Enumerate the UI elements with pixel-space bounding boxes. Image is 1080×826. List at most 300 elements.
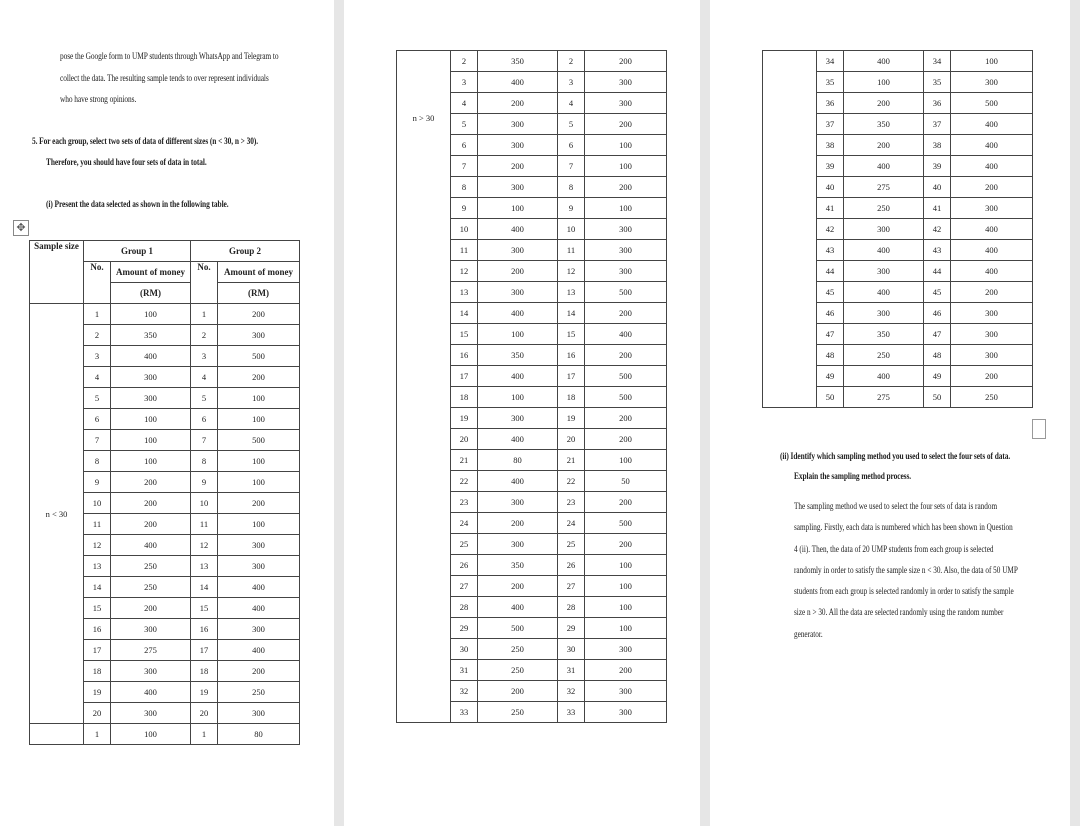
cell-amount-1: 275 (844, 177, 924, 198)
cell-no-1: 15 (451, 324, 478, 345)
cell-amount-2: 400 (218, 640, 300, 661)
cell-no-1: 19 (451, 408, 478, 429)
cell-amount-2: 100 (585, 576, 667, 597)
document-page-1 (0, 0, 334, 826)
cell-no-1: 34 (817, 51, 844, 72)
cell-no-2: 22 (558, 471, 585, 492)
intro-line-1: pose the Google form to UMP students through WhatsApp and Telegram to (60, 52, 279, 62)
cell-amount-1: 275 (111, 640, 191, 661)
header-amount-2: Amount of money (218, 262, 300, 283)
cell-amount-1: 300 (478, 240, 558, 261)
cell-no-2: 10 (191, 493, 218, 514)
sub-question-i: (i) Present the data selected as shown in the following table. (46, 200, 229, 210)
cell-no-1: 18 (451, 387, 478, 408)
cell-no-1: 28 (451, 597, 478, 618)
cell-amount-1: 100 (478, 387, 558, 408)
cell-amount-2: 80 (218, 724, 300, 745)
cell-amount-2: 200 (218, 367, 300, 388)
cell-amount-1: 400 (844, 51, 924, 72)
cell-amount-2: 50 (585, 471, 667, 492)
table-row (30, 724, 300, 745)
cell-amount-1: 200 (478, 576, 558, 597)
cell-no-1: 8 (84, 451, 111, 472)
cell-no-1: 12 (84, 535, 111, 556)
cell-no-1: 46 (817, 303, 844, 324)
data-table-group-large-part-2 (762, 50, 1033, 408)
cell-amount-2: 100 (218, 409, 300, 430)
cell-no-1: 44 (817, 261, 844, 282)
cell-amount-1: 300 (111, 388, 191, 409)
cell-amount-1: 350 (844, 324, 924, 345)
cell-no-1: 36 (817, 93, 844, 114)
cell-no-1: 12 (451, 261, 478, 282)
cell-no-2: 37 (924, 114, 951, 135)
cell-no-2: 16 (558, 345, 585, 366)
cell-amount-2: 200 (951, 366, 1033, 387)
cell-no-2: 11 (191, 514, 218, 535)
cell-no-1: 11 (84, 514, 111, 535)
answer-line: randomly in order to satisfy the sample size n < 30. Also, the data of 50 UMP (794, 565, 1018, 576)
cell-no-1: 35 (817, 72, 844, 93)
cell-amount-2: 100 (951, 51, 1033, 72)
cell-amount-1: 250 (478, 660, 558, 681)
cell-amount-2: 300 (585, 240, 667, 261)
cell-amount-1: 400 (478, 471, 558, 492)
cell-amount-2: 400 (951, 219, 1033, 240)
cell-no-2: 2 (191, 325, 218, 346)
cell-no-1: 4 (451, 93, 478, 114)
answer-line: generator. (794, 629, 823, 640)
table-row (763, 51, 1033, 72)
cell-no-1: 23 (451, 492, 478, 513)
cell-amount-1: 200 (844, 93, 924, 114)
cell-no-1: 38 (817, 135, 844, 156)
cell-amount-2: 200 (585, 177, 667, 198)
cell-no-2: 6 (558, 135, 585, 156)
cell-no-2: 46 (924, 303, 951, 324)
cell-amount-2: 200 (951, 282, 1033, 303)
cell-no-1: 40 (817, 177, 844, 198)
cell-no-2: 17 (558, 366, 585, 387)
cell-amount-1: 300 (111, 367, 191, 388)
cell-no-2: 8 (558, 177, 585, 198)
cell-no-1: 25 (451, 534, 478, 555)
cell-amount-2: 250 (951, 387, 1033, 408)
cell-amount-1: 400 (478, 366, 558, 387)
answer-line: students from each group is selected randomly in order to satisfy the sample (794, 587, 1014, 598)
cell-amount-2: 300 (585, 72, 667, 93)
cell-no-1: 33 (451, 702, 478, 723)
cell-no-2: 30 (558, 639, 585, 660)
cell-amount-2: 300 (951, 72, 1033, 93)
cell-no-2: 39 (924, 156, 951, 177)
cell-amount-2: 300 (951, 345, 1033, 366)
cell-no-1: 43 (817, 240, 844, 261)
cell-no-1: 19 (84, 682, 111, 703)
cell-no-1: 49 (817, 366, 844, 387)
cell-amount-2: 400 (951, 261, 1033, 282)
cell-amount-2: 100 (218, 514, 300, 535)
cell-no-2: 36 (924, 93, 951, 114)
cell-no-2: 18 (558, 387, 585, 408)
cell-no-1: 2 (451, 51, 478, 72)
cell-no-1: 3 (84, 346, 111, 367)
cell-no-1: 16 (451, 345, 478, 366)
cell-no-2: 41 (924, 198, 951, 219)
table-resize-handle[interactable] (1032, 419, 1046, 439)
cell-amount-1: 100 (111, 304, 191, 325)
cell-amount-2: 400 (951, 114, 1033, 135)
cell-amount-2: 100 (585, 135, 667, 156)
cell-amount-1: 200 (478, 93, 558, 114)
cell-no-2: 2 (558, 51, 585, 72)
cell-amount-1: 80 (478, 450, 558, 471)
cell-no-2: 38 (924, 135, 951, 156)
cell-amount-1: 250 (478, 639, 558, 660)
cell-no-1: 5 (451, 114, 478, 135)
cell-no-1: 4 (84, 367, 111, 388)
cell-amount-1: 300 (111, 619, 191, 640)
cell-amount-2: 300 (951, 303, 1033, 324)
cell-amount-2: 500 (951, 93, 1033, 114)
cell-no-1: 7 (451, 156, 478, 177)
cell-amount-2: 500 (585, 366, 667, 387)
cell-no-2: 42 (924, 219, 951, 240)
cell-no-1: 22 (451, 471, 478, 492)
intro-line-2: collect the data. The resulting sample tends to over represent individuals (60, 74, 269, 84)
cell-amount-1: 250 (844, 345, 924, 366)
cell-amount-1: 100 (111, 451, 191, 472)
cell-amount-2: 400 (951, 135, 1033, 156)
cell-amount-1: 500 (478, 618, 558, 639)
cell-no-2: 13 (558, 282, 585, 303)
cell-no-1: 39 (817, 156, 844, 177)
cell-amount-2: 200 (951, 177, 1033, 198)
cell-amount-1: 300 (111, 661, 191, 682)
cell-sample-size (30, 724, 84, 745)
cell-no-2: 3 (191, 346, 218, 367)
cell-amount-1: 300 (478, 534, 558, 555)
cell-no-2: 33 (558, 702, 585, 723)
header-unit-2: (RM) (218, 283, 300, 304)
cell-no-1: 16 (84, 619, 111, 640)
cell-amount-2: 200 (585, 408, 667, 429)
cell-no-2: 12 (558, 261, 585, 282)
data-table-group-small (29, 240, 300, 745)
cell-amount-1: 400 (844, 240, 924, 261)
cell-amount-1: 250 (111, 577, 191, 598)
cell-amount-1: 400 (478, 429, 558, 450)
cell-amount-2: 300 (951, 324, 1033, 345)
cell-amount-1: 200 (478, 513, 558, 534)
cell-no-2: 35 (924, 72, 951, 93)
cell-amount-1: 200 (478, 156, 558, 177)
section-label-continued (763, 51, 817, 408)
cell-amount-2: 300 (585, 261, 667, 282)
cell-no-2: 21 (558, 450, 585, 471)
header-no-1: No. (84, 262, 111, 304)
cell-amount-2: 500 (585, 513, 667, 534)
cell-amount-2: 300 (585, 681, 667, 702)
cell-amount-2: 400 (951, 156, 1033, 177)
cell-no-1: 41 (817, 198, 844, 219)
cell-no-1: 30 (451, 639, 478, 660)
answer-line: sampling. Firstly, each data is numbered which has been shown in Question (794, 523, 1013, 534)
cell-amount-1: 300 (844, 219, 924, 240)
cell-no-1: 21 (451, 450, 478, 471)
cell-no-2: 32 (558, 681, 585, 702)
cell-amount-1: 300 (111, 703, 191, 724)
cell-amount-2: 300 (218, 556, 300, 577)
cell-no-1: 10 (451, 219, 478, 240)
cell-no-2: 50 (924, 387, 951, 408)
cell-no-2: 1 (191, 304, 218, 325)
cell-no-1: 29 (451, 618, 478, 639)
cell-no-1: 45 (817, 282, 844, 303)
cell-amount-2: 500 (218, 430, 300, 451)
cell-no-1: 7 (84, 430, 111, 451)
cell-no-2: 5 (558, 114, 585, 135)
cell-amount-2: 200 (218, 661, 300, 682)
cell-amount-2: 400 (218, 577, 300, 598)
cell-amount-1: 300 (478, 282, 558, 303)
cell-amount-2: 200 (585, 429, 667, 450)
cell-no-2: 15 (558, 324, 585, 345)
cell-amount-2: 200 (585, 534, 667, 555)
cell-no-2: 4 (191, 367, 218, 388)
cell-no-2: 4 (558, 93, 585, 114)
cell-amount-1: 200 (111, 472, 191, 493)
cell-amount-1: 400 (478, 597, 558, 618)
cell-amount-2: 200 (585, 345, 667, 366)
cell-amount-1: 400 (111, 535, 191, 556)
cell-no-2: 14 (558, 303, 585, 324)
cell-no-2: 47 (924, 324, 951, 345)
cell-amount-1: 200 (844, 135, 924, 156)
cell-no-2: 9 (558, 198, 585, 219)
cell-amount-2: 100 (585, 618, 667, 639)
question-5-line-1: 5. For each group, select two sets of data of different sizes (n < 30, n > 30). (32, 137, 259, 147)
answer-paragraph (794, 497, 1018, 646)
cell-no-2: 14 (191, 577, 218, 598)
cell-amount-1: 100 (111, 409, 191, 430)
cell-amount-2: 200 (585, 492, 667, 513)
cell-amount-1: 350 (478, 555, 558, 576)
cell-no-2: 8 (191, 451, 218, 472)
cell-amount-2: 300 (218, 535, 300, 556)
cell-amount-1: 400 (844, 156, 924, 177)
cell-amount-1: 400 (478, 72, 558, 93)
cell-no-1: 6 (84, 409, 111, 430)
cell-amount-1: 100 (111, 724, 191, 745)
cell-no-1: 10 (84, 493, 111, 514)
cell-no-2: 19 (558, 408, 585, 429)
cell-no-2: 7 (558, 156, 585, 177)
header-group-1: Group 1 (84, 241, 191, 262)
cell-amount-2: 400 (218, 598, 300, 619)
header-no-2: No. (191, 262, 218, 304)
cell-no-2: 34 (924, 51, 951, 72)
cell-amount-1: 100 (844, 72, 924, 93)
cell-amount-1: 400 (844, 366, 924, 387)
cell-amount-1: 400 (478, 303, 558, 324)
cell-amount-2: 300 (585, 219, 667, 240)
section-label-large: n > 30 (397, 51, 451, 723)
cell-amount-1: 200 (478, 681, 558, 702)
cell-no-1: 3 (451, 72, 478, 93)
cell-no-1: 15 (84, 598, 111, 619)
cell-amount-2: 200 (218, 304, 300, 325)
cell-no-1: 32 (451, 681, 478, 702)
header-group-2: Group 2 (191, 241, 300, 262)
cell-no-2: 13 (191, 556, 218, 577)
cell-amount-1: 100 (478, 324, 558, 345)
question-5-line-2: Therefore, you should have four sets of data in total. (46, 158, 207, 168)
cell-amount-1: 250 (844, 198, 924, 219)
cell-amount-1: 400 (111, 346, 191, 367)
cell-amount-2: 100 (585, 597, 667, 618)
cell-no-1: 24 (451, 513, 478, 534)
cell-no-2: 28 (558, 597, 585, 618)
cell-amount-2: 100 (218, 451, 300, 472)
cell-no-2: 26 (558, 555, 585, 576)
cell-amount-1: 400 (844, 282, 924, 303)
cell-no-1: 20 (84, 703, 111, 724)
cell-no-2: 12 (191, 535, 218, 556)
cell-amount-2: 300 (218, 619, 300, 640)
section-label-small: n < 30 (30, 304, 84, 724)
cell-no-2: 10 (558, 219, 585, 240)
cell-amount-2: 200 (585, 51, 667, 72)
cell-no-2: 43 (924, 240, 951, 261)
cell-no-1: 1 (84, 304, 111, 325)
cell-amount-1: 300 (478, 492, 558, 513)
cell-amount-1: 200 (111, 514, 191, 535)
cell-amount-2: 300 (585, 639, 667, 660)
cell-no-1: 2 (84, 325, 111, 346)
cell-amount-1: 350 (844, 114, 924, 135)
cell-amount-2: 500 (218, 346, 300, 367)
cell-amount-2: 100 (218, 388, 300, 409)
cell-no-2: 11 (558, 240, 585, 261)
cell-amount-2: 100 (585, 198, 667, 219)
cell-no-1: 13 (84, 556, 111, 577)
cell-no-1: 14 (451, 303, 478, 324)
sub-question-ii-line-2: Explain the sampling method process. (794, 472, 912, 482)
cell-amount-2: 300 (585, 702, 667, 723)
table-row (30, 304, 300, 325)
cell-amount-1: 350 (478, 345, 558, 366)
cell-no-1: 48 (817, 345, 844, 366)
cell-amount-1: 100 (111, 430, 191, 451)
cell-no-2: 49 (924, 366, 951, 387)
cell-no-2: 24 (558, 513, 585, 534)
header-sample-size: Sample size (30, 241, 84, 304)
cell-amount-2: 200 (585, 303, 667, 324)
cell-amount-2: 100 (585, 450, 667, 471)
cell-amount-1: 300 (478, 408, 558, 429)
cell-amount-2: 200 (218, 493, 300, 514)
cell-amount-2: 400 (951, 240, 1033, 261)
cell-amount-1: 400 (111, 682, 191, 703)
cell-no-1: 6 (451, 135, 478, 156)
cell-amount-1: 400 (478, 219, 558, 240)
cell-no-2: 29 (558, 618, 585, 639)
cell-no-1: 18 (84, 661, 111, 682)
cell-amount-1: 250 (478, 702, 558, 723)
table-move-handle-icon[interactable]: ✥ (13, 220, 29, 236)
cell-amount-2: 200 (585, 660, 667, 681)
cell-no-1: 13 (451, 282, 478, 303)
cell-amount-2: 300 (218, 325, 300, 346)
header-amount-1: Amount of money (111, 262, 191, 283)
cell-amount-1: 200 (478, 261, 558, 282)
cell-amount-2: 100 (218, 472, 300, 493)
cell-amount-2: 100 (585, 555, 667, 576)
cell-no-2: 7 (191, 430, 218, 451)
cell-amount-1: 250 (111, 556, 191, 577)
cell-no-2: 40 (924, 177, 951, 198)
cell-no-2: 23 (558, 492, 585, 513)
cell-amount-2: 500 (585, 387, 667, 408)
cell-no-1: 9 (84, 472, 111, 493)
answer-line: size n > 30. All the data are selected randomly using the random number (794, 608, 1004, 619)
cell-no-2: 6 (191, 409, 218, 430)
cell-amount-1: 275 (844, 387, 924, 408)
cell-no-2: 17 (191, 640, 218, 661)
cell-amount-2: 500 (585, 282, 667, 303)
cell-no-1: 42 (817, 219, 844, 240)
cell-no-2: 45 (924, 282, 951, 303)
cell-no-1: 47 (817, 324, 844, 345)
document-page-2 (344, 0, 700, 826)
document-page-3 (710, 0, 1070, 826)
data-table-group-large-part-1 (396, 50, 667, 723)
cell-no-2: 20 (191, 703, 218, 724)
header-unit-1: (RM) (111, 283, 191, 304)
cell-no-1: 1 (84, 724, 111, 745)
cell-amount-2: 250 (218, 682, 300, 703)
cell-no-1: 27 (451, 576, 478, 597)
cell-no-2: 25 (558, 534, 585, 555)
cell-amount-2: 400 (585, 324, 667, 345)
cell-no-1: 26 (451, 555, 478, 576)
cell-no-1: 37 (817, 114, 844, 135)
cell-no-2: 5 (191, 388, 218, 409)
cell-no-1: 20 (451, 429, 478, 450)
cell-no-2: 18 (191, 661, 218, 682)
cell-no-2: 27 (558, 576, 585, 597)
cell-amount-1: 300 (478, 114, 558, 135)
sub-question-ii-line-1: (ii) Identify which sampling method you used to select the four sets of data. (780, 452, 1011, 462)
cell-no-1: 31 (451, 660, 478, 681)
cell-no-2: 3 (558, 72, 585, 93)
cell-amount-1: 300 (844, 303, 924, 324)
cell-no-2: 9 (191, 472, 218, 493)
cell-no-2: 48 (924, 345, 951, 366)
cell-amount-2: 100 (585, 156, 667, 177)
cell-no-2: 44 (924, 261, 951, 282)
cell-no-2: 16 (191, 619, 218, 640)
cell-no-1: 17 (84, 640, 111, 661)
table-row (397, 51, 667, 72)
answer-line: 4 (ii). Then, the data of 20 UMP students from each group is selected (794, 544, 994, 555)
cell-amount-1: 100 (478, 198, 558, 219)
cell-amount-2: 200 (585, 114, 667, 135)
cell-no-1: 14 (84, 577, 111, 598)
answer-line: The sampling method we used to select the four sets of data is random (794, 502, 998, 512)
cell-no-1: 5 (84, 388, 111, 409)
